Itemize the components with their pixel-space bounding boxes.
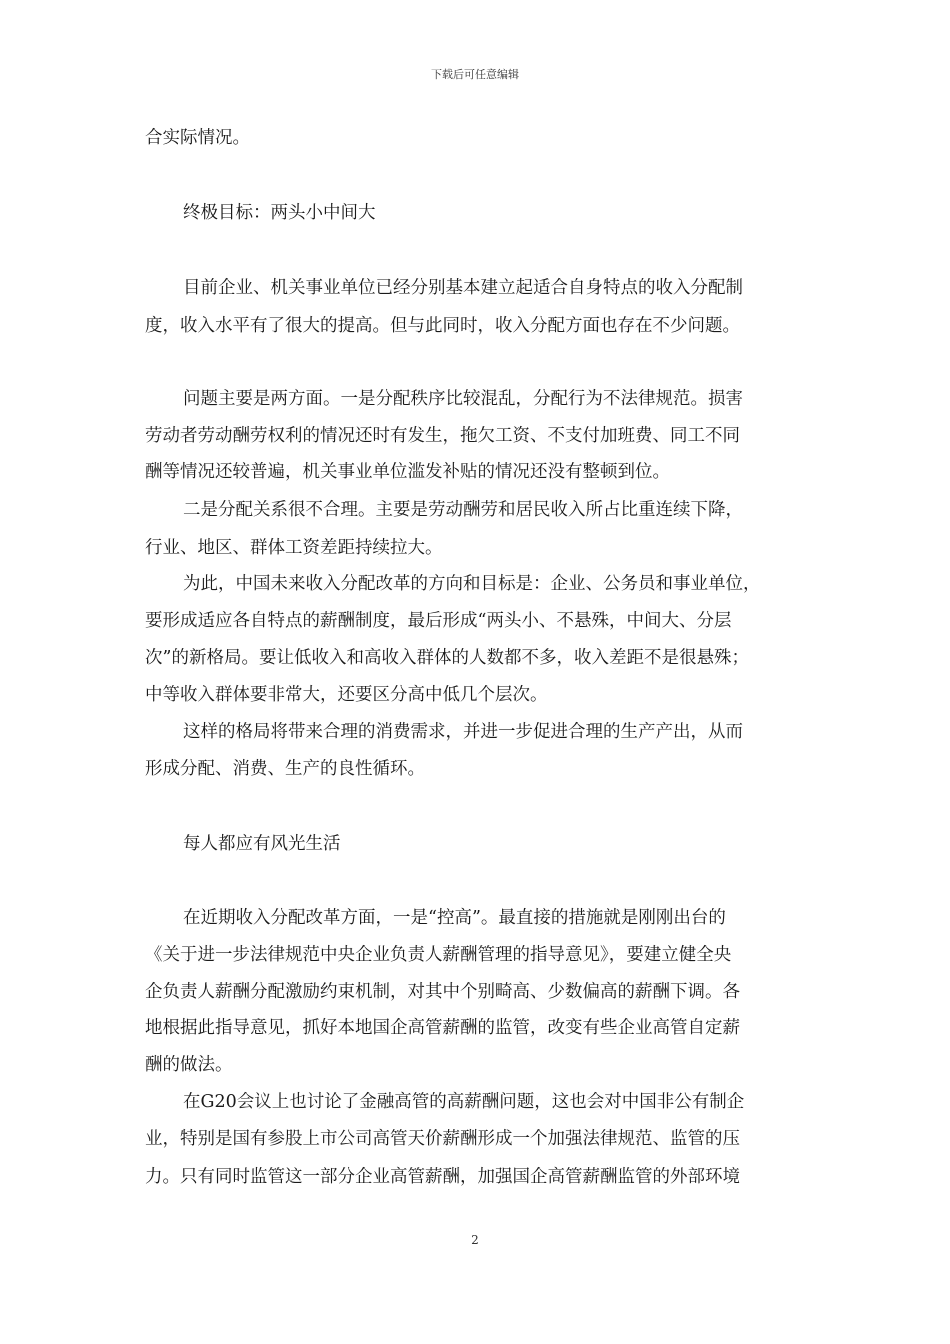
text-line: 在G20会议上也讨论了金融高管的高薪酬问题，这也会对中国非公有制企	[183, 1092, 745, 1112]
page-number: 2	[471, 1233, 479, 1247]
text-line: 问题主要是两方面。一是分配秩序比较混乱，分配行为不法律规范。损害	[183, 389, 743, 409]
text-line: 要形成适应各自特点的薪酬制度，最后形成“两头小、不悬殊，中间大、分层	[145, 611, 732, 631]
text-line: 地根据此指导意见，抓好本地国企高管薪酬的监管，改变有些企业高管自定薪	[145, 1018, 740, 1038]
text-line: 业，特别是国有参股上市公司高管天价薪酬形成一个加强法律规范、监管的压	[145, 1129, 740, 1149]
text-line: 企负责人薪酬分配激励约束机制，对其中个别畸高、少数偏高的薪酬下调。各	[145, 982, 740, 1002]
text-line: 次”的新格局。要让低收入和高收入群体的人数都不多，收入差距不是很悬殊；	[145, 648, 749, 668]
text-line: 为此，中国未来收入分配改革的方向和目标是：企业、公务员和事业单位，	[183, 574, 761, 594]
section-heading: 终极目标：两头小中间大	[183, 203, 376, 223]
text-line: 二是分配关系很不合理。主要是劳动酬劳和居民收入所占比重连续下降，	[183, 500, 743, 520]
text-line: 合实际情况。	[145, 128, 250, 148]
text-line: 中等收入群体要非常大，还要区分高中低几个层次。	[145, 685, 548, 705]
text-line: 这样的格局将带来合理的消费需求，并进一步促进合理的生产产出，从而	[183, 722, 743, 742]
section-heading: 每人都应有风光生活	[183, 834, 341, 854]
text-line: 目前企业、机关事业单位已经分别基本建立起适合自身特点的收入分配制	[183, 278, 743, 298]
text-line: 度，收入水平有了很大的提高。但与此同时，收入分配方面也存在不少问题。	[145, 316, 740, 336]
text-line: 《关于进一步法律规范中央企业负责人薪酬管理的指导意见》，要建立健全央	[145, 945, 732, 965]
text-line: 形成分配、消费、生产的良性循环。	[145, 759, 425, 779]
page-header: 下载后可任意编辑	[431, 68, 519, 81]
text-line: 劳动者劳动酬劳权利的情况还时有发生，拖欠工资、不支付加班费、同工不同	[145, 426, 740, 446]
text-line: 在近期收入分配改革方面，一是“控高”。最直接的措施就是刚刚出台的	[183, 908, 726, 928]
text-line: 酬等情况还较普遍，机关事业单位滥发补贴的情况还没有整顿到位。	[145, 462, 670, 482]
text-line: 酬的做法。	[145, 1055, 233, 1075]
text-line: 行业、地区、群体工资差距持续拉大。	[145, 538, 443, 558]
text-line: 力。只有同时监管这一部分企业高管薪酬，加强国企高管薪酬监管的外部环境	[145, 1167, 740, 1187]
